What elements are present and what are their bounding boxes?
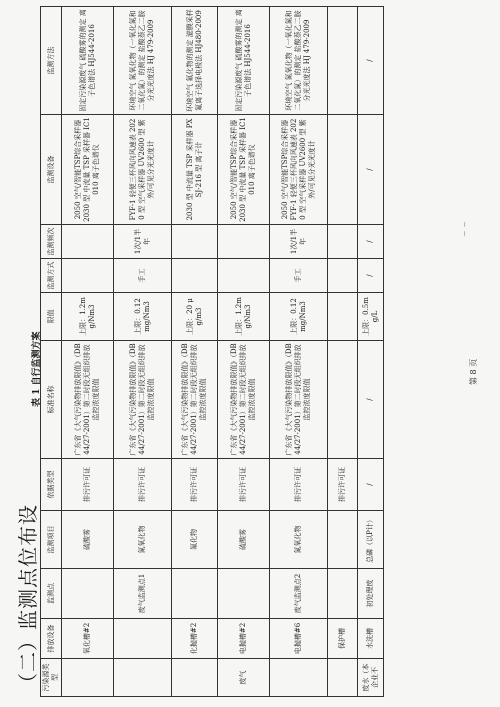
table-cell-method: 固定污染源废气 硫酸雾的测定 离子色谱法 HJ544-2016 bbox=[218, 7, 270, 115]
header-cell: 监测频次 bbox=[41, 225, 62, 259]
table-cell-method bbox=[328, 7, 358, 115]
table-cell-equip bbox=[114, 619, 172, 659]
table-row bbox=[114, 7, 172, 697]
table-cell-limit: 上限：1.2mg/Nm3 bbox=[218, 293, 270, 341]
table-cell-mode bbox=[62, 259, 114, 293]
table-cell-mode bbox=[328, 259, 358, 293]
table-cell-std: 广东省《大气污染物排放限值》（DB44/27-2001）第二时段无组织排放监控浓度限值 bbox=[114, 341, 172, 459]
table-row bbox=[358, 7, 384, 697]
table-cell-basis: 排污许可证 bbox=[270, 459, 328, 511]
table-cell-type bbox=[62, 659, 114, 697]
table-cell-point: 废气监测点2 bbox=[270, 569, 328, 619]
table-cell-basis: 排污许可证 bbox=[62, 459, 114, 511]
header-cell: 监测方式 bbox=[41, 259, 62, 293]
table-cell-std: 广东省《大气污染物排放限值》（DB44/27-2001）第二时段无组织排放监控浓度限值 bbox=[62, 341, 114, 459]
table-cell-freq: 1次/1半年 bbox=[114, 225, 172, 259]
table-cell-equip: 化抛槽#2 bbox=[172, 619, 218, 659]
table-cell-freq: 1次/1半年 bbox=[270, 225, 328, 259]
table-cell-equip: 电抛槽#2 bbox=[218, 619, 270, 659]
header-cell: 标准名称 bbox=[41, 341, 62, 459]
table-cell-limit: 上限：20 μg/m3 bbox=[172, 293, 218, 341]
table-cell-type bbox=[328, 659, 358, 697]
header-cell: 限值 bbox=[41, 293, 62, 341]
table-cell-basis: 排污许可证 bbox=[114, 459, 172, 511]
table-cell-std: 广东省《大气污染物排放限值》（DB44/27-2001）第二时段无组织排放监控浓度限值 bbox=[218, 341, 270, 459]
table-cell-item: 硫酸雾 bbox=[62, 511, 114, 569]
table-cell-point bbox=[172, 569, 218, 619]
table-cell-limit: 上限：1.2mg/Nm3 bbox=[62, 293, 114, 341]
table-cell-item: 硫酸雾 bbox=[218, 511, 270, 569]
table-caption: 表 1 自行监测方案 bbox=[32, 331, 42, 407]
table-cell-method: 环境空气 氟化物的测定 滤膜采样氟离子选择电极法 HJ480-2009 bbox=[172, 7, 218, 115]
table-cell-std: 广东省《大气污染物排放限值》（DB44/27-2001）第二时段无组织排放监控浓度限值 bbox=[172, 341, 218, 459]
table-cell-device: 2030 型 中流量 TSP 采样器 PXSJ-216 型 离子计 bbox=[172, 115, 218, 225]
header-cell: 监测设备 bbox=[41, 115, 62, 225]
table-row bbox=[218, 7, 270, 697]
table-cell-type bbox=[270, 659, 328, 697]
table-cell-device: 2050 空气/智能TSP综合采样器 2030 型 中流量 TSP 采样器 IC1010 离子色谱仪 bbox=[218, 115, 270, 225]
header-cell: 监测方法 bbox=[41, 7, 62, 115]
table-cell-point: 废气监测点1 bbox=[114, 569, 172, 619]
table-cell-method: / bbox=[358, 7, 384, 115]
table-cell-method: 环境空气 氮氧化物（一氧化氮和二氧化氮）的测定 盐酸萘乙二胺分光光度法 HJ 479-2009 bbox=[270, 7, 328, 115]
page-number: 第 8 页 bbox=[469, 358, 478, 385]
table-cell-mode: 手工 bbox=[114, 259, 172, 293]
table-cell-limit: 上限：0.5mg/L bbox=[358, 293, 384, 341]
table-cell-device: 2050 空气/智能TSP综合采样器 2030 型 中流量 TSP 采样器 IC1010 离子色谱仪 bbox=[62, 115, 114, 225]
table-cell-item: 氮氧化物 bbox=[114, 511, 172, 569]
table-cell-limit bbox=[328, 293, 358, 341]
table-cell-point bbox=[218, 569, 270, 619]
table-cell-equip: 氧化槽#2 bbox=[62, 619, 114, 659]
table-cell-item: 氮氧化物 bbox=[270, 511, 328, 569]
table-cell-std: 广东省《大气污染物排放限值》（DB44/27-2001）第二时段无组织排放监控浓度限值 bbox=[270, 341, 328, 459]
table-cell-device: FYF-1 轻便三杯风向风速表 2020 型 空气采样器 UV2600 型 紫外/可见分光光度计 bbox=[114, 115, 172, 225]
table-cell-freq bbox=[218, 225, 270, 259]
table-cell-type bbox=[172, 659, 218, 697]
table-cell-point bbox=[62, 569, 114, 619]
table-cell-device: 2050 空气/智能TSP综合采样器 FYF-1 轻便三杯风向风速表 2020 型 空气采样器 UV2600 型 紫外/可见分光光度计 bbox=[270, 115, 328, 225]
table-cell-equip: 电抛槽#6 bbox=[270, 619, 328, 659]
section-heading: （二）监测点位布设 bbox=[16, 504, 40, 693]
table-cell-mode: / bbox=[358, 259, 384, 293]
monitoring-table bbox=[40, 6, 384, 697]
table-row bbox=[172, 7, 218, 697]
scan-marks: ~ ~ bbox=[460, 221, 469, 237]
table-row bbox=[328, 7, 358, 697]
table-cell-equip: 保护槽 bbox=[328, 619, 358, 659]
table-cell-item: 氟化物 bbox=[172, 511, 218, 569]
table-cell-point bbox=[328, 569, 358, 619]
table-cell-device: / bbox=[358, 115, 384, 225]
table-cell-type bbox=[114, 659, 172, 697]
table-cell-basis: / bbox=[358, 459, 384, 511]
table-cell-basis: 排污许可证 bbox=[218, 459, 270, 511]
table-cell-basis: 排污许可证 bbox=[328, 459, 358, 511]
table-cell-type: 废气 bbox=[218, 659, 270, 697]
table-cell-mode bbox=[218, 259, 270, 293]
table-cell-type: 废水（本企业不 bbox=[358, 659, 384, 697]
table-cell-freq bbox=[62, 225, 114, 259]
header-cell: 监测点 bbox=[41, 569, 62, 619]
table-cell-equip: 水洗槽 bbox=[358, 619, 384, 659]
table-cell-basis: 排污许可证 bbox=[172, 459, 218, 511]
table-row bbox=[62, 7, 114, 697]
table-row bbox=[270, 7, 328, 697]
table-cell-method: 固定污染源废气 硫酸雾的测定 离子色谱法 HJ544-2016 bbox=[62, 7, 114, 115]
table-header-row bbox=[41, 7, 62, 697]
table-cell-item bbox=[328, 511, 358, 569]
header-cell: 监测项目 bbox=[41, 511, 62, 569]
table-cell-freq bbox=[328, 225, 358, 259]
table-cell-limit: 上限：0.12mg/Nm3 bbox=[270, 293, 328, 341]
table-cell-std bbox=[328, 341, 358, 459]
table-cell-item: 总磷（以P计） bbox=[358, 511, 384, 569]
table-cell-mode bbox=[172, 259, 218, 293]
table-cell-std: / bbox=[358, 341, 384, 459]
table-cell-freq: / bbox=[358, 225, 384, 259]
table-cell-point: 初处理废 bbox=[358, 569, 384, 619]
table-cell-method: 环境空气 氮氧化物（一氧化氮和二氧化氮）的测定 盐酸萘乙二胺分光光度法 HJ 479-2009 bbox=[114, 7, 172, 115]
table-cell-mode: 手工 bbox=[270, 259, 328, 293]
header-cell: 依据类型 bbox=[41, 459, 62, 511]
table-cell-freq bbox=[172, 225, 218, 259]
table-cell-device bbox=[328, 115, 358, 225]
table-cell-limit: 上限：0.12mg/Nm3 bbox=[114, 293, 172, 341]
header-cell: 污染源类型 bbox=[41, 659, 62, 697]
header-cell: 排放设备 bbox=[41, 619, 62, 659]
